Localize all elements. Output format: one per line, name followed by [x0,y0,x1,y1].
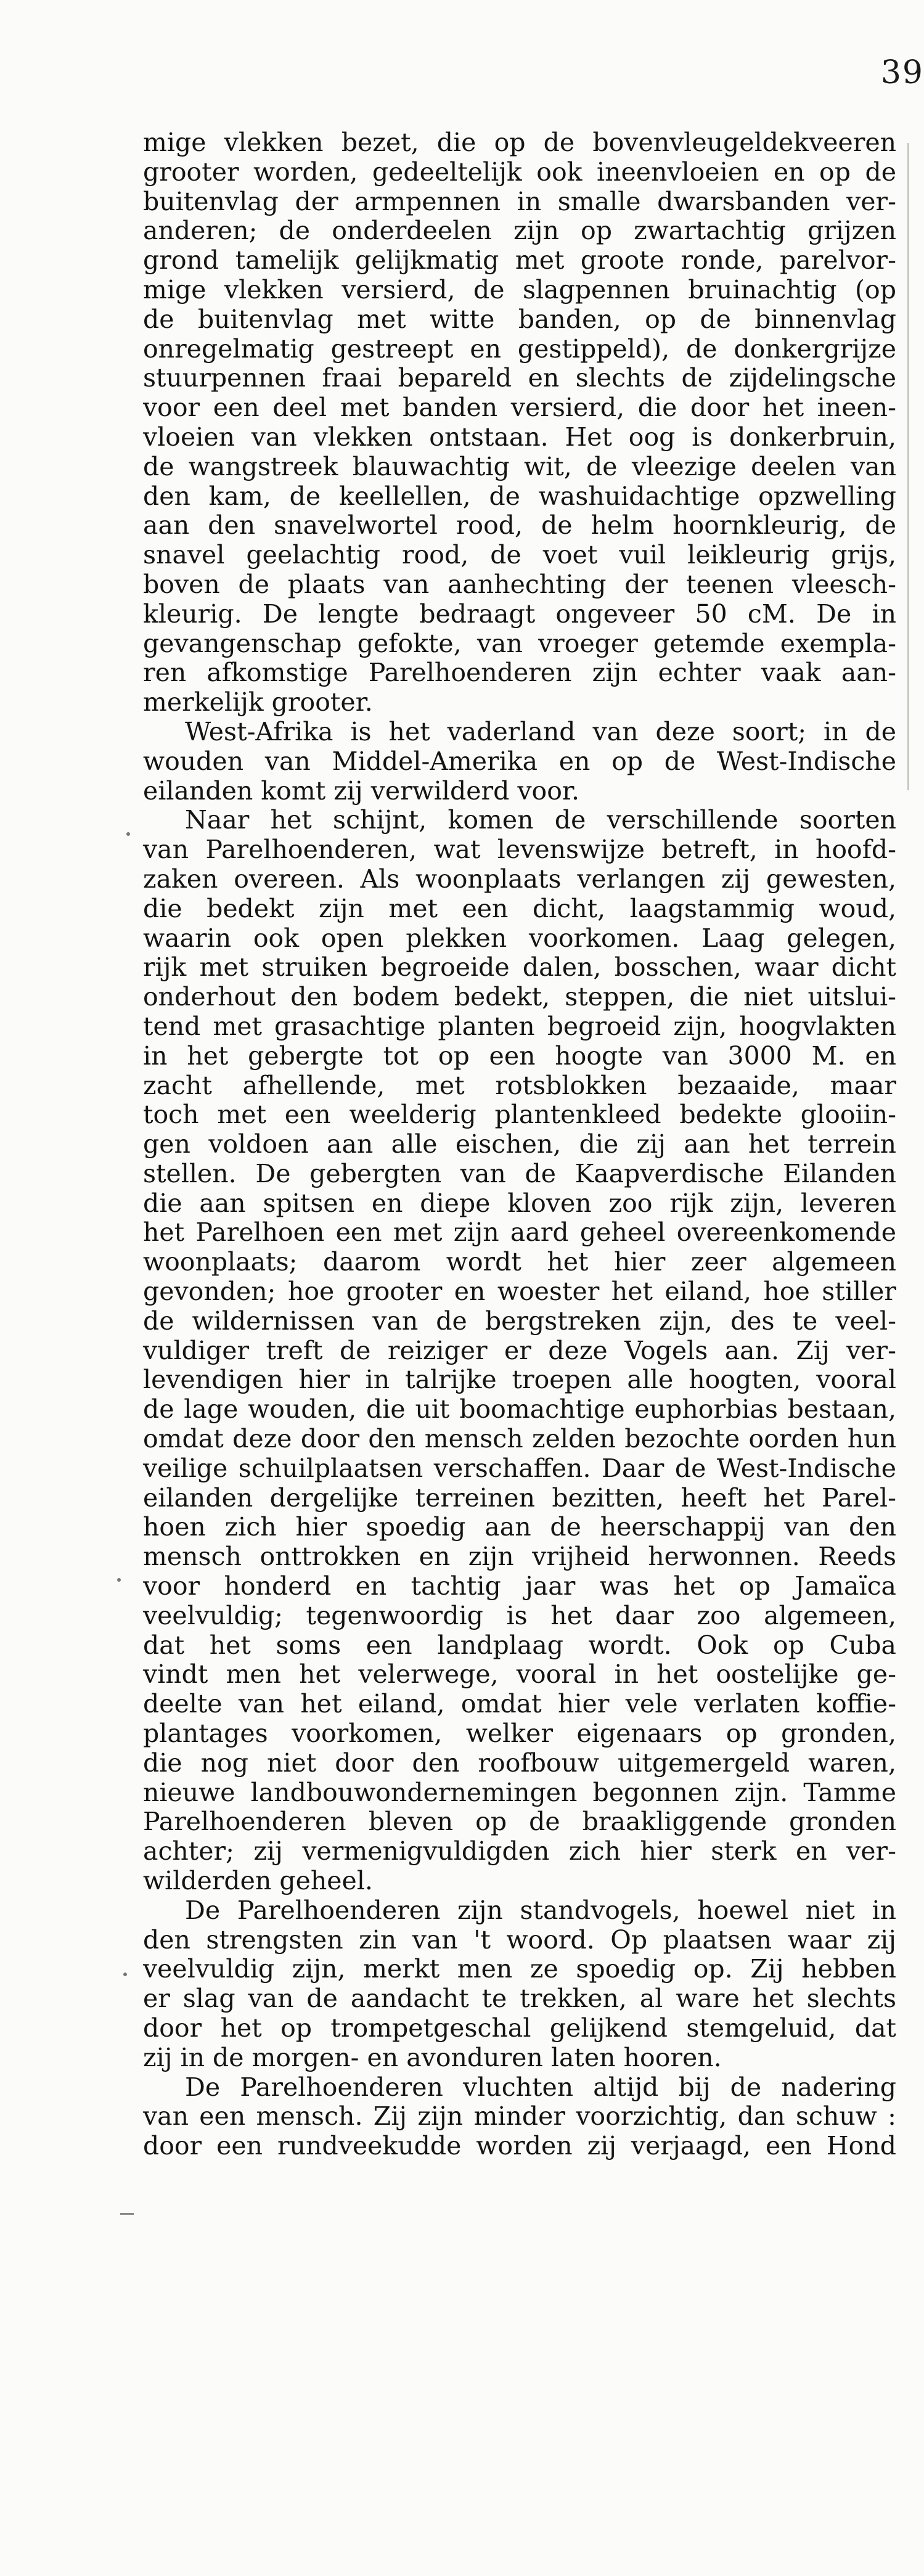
text-line: door een rundveekudde worden zij verjaagd, een Hond [143,2131,896,2161]
margin-rule [907,143,909,790]
text-line: stellen. De gebergten van de Kaapverdische Eilanden [143,1158,896,1188]
text-line: buitenvlag der armpennen in smalle dwarsbanden ver- [143,186,896,216]
text-line: mige vlekken versierd, de slagpennen bruinachtig (op [143,274,896,305]
margin-mark [123,1973,127,1976]
text-line: zacht afhellende, met rotsblokken bezaaide, maar [143,1070,896,1100]
text-line: dat het soms een landplaag wordt. Ook op Cuba [143,1630,896,1660]
text-line: grond tamelijk gelijkmatig met groote ronde, parelvor- [143,245,896,276]
text-line: voor een deel met banden versierd, die door het ineen- [143,393,896,423]
text-line: van een mensch. Zij zijn minder voorzichtig, dan schuw : [143,2101,896,2132]
text-line: vuldiger treft de reiziger er deze Vogels aan. Zij ver- [143,1335,896,1365]
text-line: de buitenvlag met witte banden, op de binnenvlag [143,304,896,334]
text-line: eilanden komt zij verwilderd voor. [143,775,580,806]
text-line: anderen; de onderdeelen zijn op zwartachtig grijzen [143,216,896,246]
text-line: er slag van de aandacht te trekken, al ware het slechts [143,1984,896,2014]
text-line: onderhout den bodem bedekt, steppen, die niet uitslui- [143,982,896,1012]
text-line: rijk met struiken begroeide dalen, bosschen, waar dicht [143,952,896,983]
text-line: grooter worden, gedeeltelijk ook ineenvloeien en op de [143,157,896,187]
text-line: aan den snavelwortel rood, de helm hoornkleurig, de [143,510,896,541]
text-line: stuurpennen fraai bepareld en slechts de zijdelingsche [143,363,896,393]
text-line: deelte van het eiland, omdat hier vele verlaten koffie- [143,1689,896,1719]
text-line: tend met grasachtige planten begroeid zijn, hoogvlakten [143,1011,896,1041]
text-line: de lage wouden, die uit boomachtige euphorbias bestaan, [143,1394,896,1425]
text-line: voor honderd en tachtig jaar was het op Jamaïca [143,1571,896,1601]
text-line: waarin ook open plekken voorkomen. Laag gelegen, [143,923,896,953]
text-line: mige vlekken bezet, die op de bovenvleugeldekveeren [143,128,896,157]
text-line: zij in de morgen- en avonduren laten hooren. [143,2042,722,2072]
paragraph [143,806,896,1895]
text-line: veelvuldig; tegenwoordig is het daar zoo algemeen, [143,1600,896,1630]
text-line: het Parelhoen een met zijn aard geheel overeenkomende [143,1217,896,1248]
text-line: die bedekt zijn met een dicht, laagstammig woud, [143,893,896,923]
text-line: woonplaats; daarom wordt het hier zeer algemeen [143,1247,896,1277]
text-line: plantages voorkomen, welker eigenaars op gronden, [143,1719,896,1749]
paragraph [143,2073,896,2161]
paragraph [143,1896,896,2073]
text-line: nieuwe landbouwondernemingen begonnen zijn. Tamme [143,1777,896,1807]
text-line: den kam, de keellellen, de washuidachtige opzwelling [143,481,896,511]
text-line: gevangenschap gefokte, van vroeger getemde exempla- [143,628,896,658]
text-line: de wildernissen van de bergstreken zijn, des te veel- [143,1306,896,1336]
text-line: vloeien van vlekken ontstaan. Het oog is donkerbruin, [143,422,896,452]
text-line: achter; zij vermenigvuldigden zich hier sterk en ver- [143,1836,896,1867]
text-line: de wangstreek blauwachtig wit, de vleezige deelen van [143,451,896,481]
text-line: vindt men het velerwege, vooral in het oostelijke ge- [143,1659,896,1690]
text-line: omdat deze door den mensch zelden bezochte oorden hun [143,1424,896,1454]
text-line: wilderden geheel. [143,1866,373,1896]
page-number: 39 [880,54,924,91]
text-line: Parelhoenderen bleven op de braakliggende gronden [143,1807,896,1837]
text-line: die aan spitsen en diepe kloven zoo rijk zijn, leveren [143,1188,896,1218]
paragraph [143,128,896,718]
text-line: De Parelhoenderen vluchten altijd bij de nadering [185,2072,896,2102]
text-line: merkelijk grooter. [143,687,373,718]
text-line: gen voldoen aan alle eischen, die zij aan het terrein [143,1129,896,1159]
text-line: in het gebergte tot op een hoogte van 3000 M. en [143,1041,896,1071]
text-line: hoen zich hier spoedig aan de heerschappij van den [143,1512,896,1542]
body-text [143,128,896,2161]
text-line: boven de plaats van aanhechting der teenen vleesch- [143,569,896,599]
text-line: onregelmatig gestreept en gestippeld), de donkergrijze [143,333,896,364]
text-line: eilanden dergelijke terreinen bezitten, heeft het Parel- [143,1482,896,1513]
text-line: toch met een weelderig plantenkleed bedekte glooiin- [143,1100,896,1130]
text-line: veelvuldig zijn, merkt men ze spoedig op. Zij hebben [143,1954,896,1984]
text-line: gevonden; hoe grooter en woester het eiland, hoe stiller [143,1277,896,1307]
text-line: van Parelhoenderen, wat levenswijze betreft, in hoofd- [143,835,896,865]
margin-mark [117,1578,121,1582]
text-line: snavel geelachtig rood, de voet vuil leikleurig grijs, [143,540,896,570]
paragraph [143,718,896,806]
text-line: De Parelhoenderen zijn standvogels, hoewel niet in [185,1895,896,1925]
text-line: veilige schuilplaatsen verschaffen. Daar de West-Indische [143,1453,896,1483]
text-line: West-Afrika is het vaderland van deze soort; in de [185,716,896,746]
margin-mark [126,832,130,836]
text-line: kleurig. De lengte bedraagt ongeveer 50 cM. De in [143,599,896,629]
text-line: wouden van Middel-Amerika en op de West-Indische [143,746,896,776]
text-line: mensch onttrokken en zijn vrijheid herwonnen. Reeds [143,1542,896,1572]
text-line: ren afkomstige Parelhoenderen zijn echter vaak aan- [143,658,896,688]
text-line: den strengsten zin van 't woord. Op plaatsen waar zij [143,1924,896,1955]
text-line: Naar het schijnt, komen de verschillende soorten [185,805,896,835]
text-line: levendigen hier in talrijke troepen alle hoogten, vooral [143,1365,896,1395]
margin-dash [120,2213,134,2215]
text-line: zaken overeen. Als woonplaats verlangen zij gewesten, [143,864,896,894]
text-line: door het op trompetgeschal gelijkend stemgeluid, dat [143,2013,896,2043]
text-line: die nog niet door den roofbouw uitgemergeld waren, [143,1748,896,1778]
